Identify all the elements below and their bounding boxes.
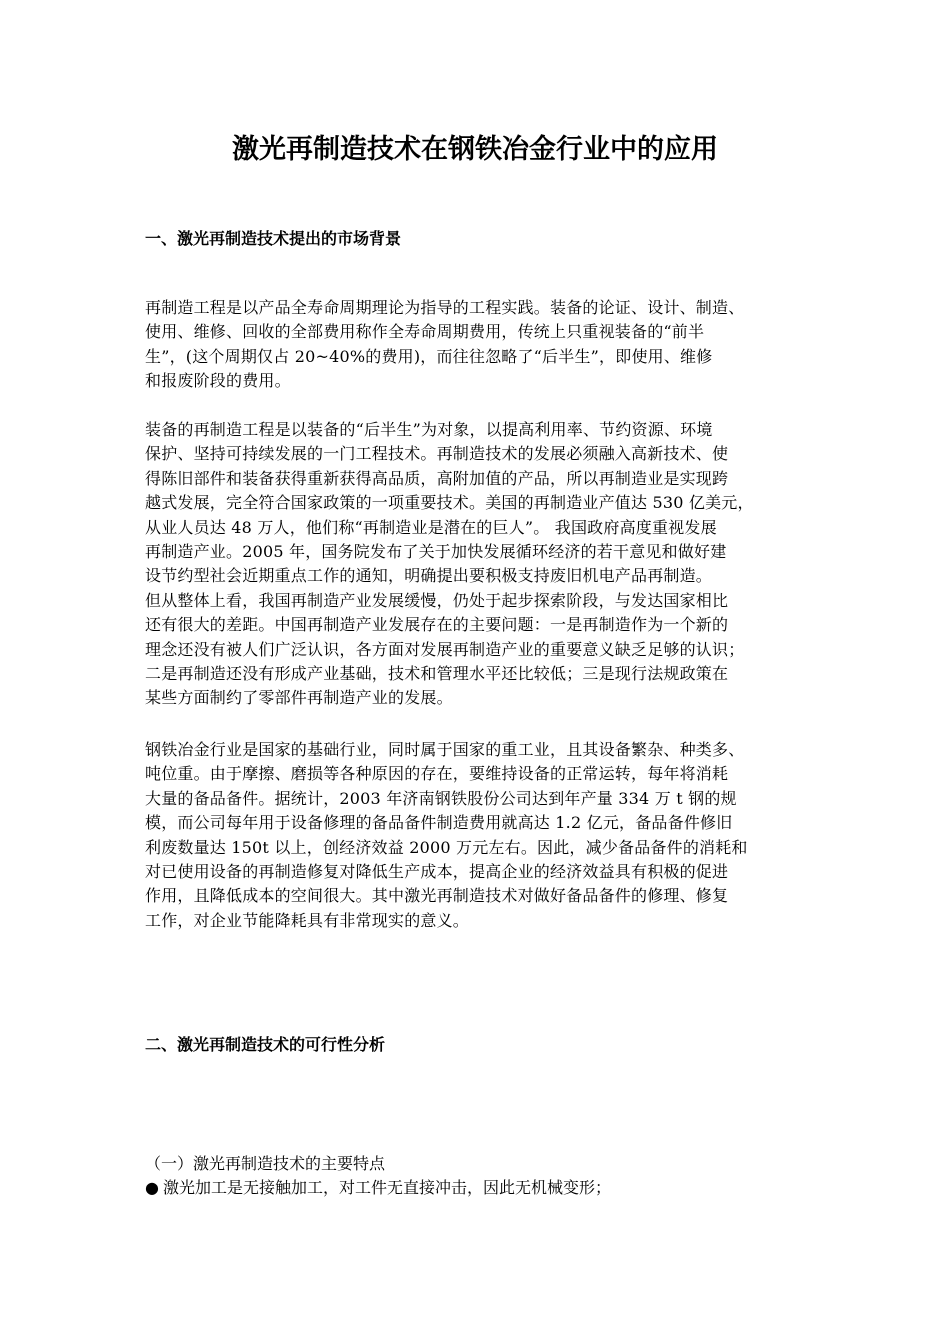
paragraph-2	[145, 418, 815, 711]
paragraph-line: 吨位重。由于摩擦、磨损等各种原因的存在，要维持设备的正常运转，每年将消耗	[145, 764, 729, 784]
list-item-text: 激光加工是无接触加工，对工件无直接冲击，因此无机械变形；	[162, 1178, 611, 1197]
section-1-heading: 一、激光再制造技术提出的市场背景	[145, 229, 402, 248]
paragraph-line: 二是再制造还没有形成产业基础，技术和管理水平还比较低；三是现行法规政策在	[145, 664, 729, 684]
paragraph-line: 作用，且降低成本的空间很大。其中激光再制造技术对做好备品备件的修理、修复	[145, 886, 729, 906]
paragraph-line: 得陈旧部件和装备获得重新获得高品质，高附加值的产品，所以再制造业是实现跨	[145, 468, 729, 488]
paragraph-line: 某些方面制约了零部件再制造产业的发展。	[145, 688, 453, 708]
section-2-heading: 二、激光再制造技术的可行性分析	[145, 1035, 386, 1054]
paragraph-line: 大量的备品备件。据统计，2003 年济南钢铁股份公司达到年产量 334 万 t 钢的规	[145, 788, 737, 808]
document-title: 激光再制造技术在钢铁冶金行业中的应用	[232, 134, 718, 165]
paragraph-1	[145, 296, 815, 394]
paragraph-line: 但从整体上看，我国再制造产业发展缓慢，仍处于起步探索阶段，与发达国家相比	[145, 590, 729, 610]
paragraph-line: 模，而公司每年用于设备修理的备品备件制造费用就高达 1.2 亿元，备品备件修旧	[145, 813, 733, 833]
paragraph-line: 生”，(这个周期仅占 20~40%的费用)，而往往忽略了“后半生”，即使用、维修	[145, 346, 713, 366]
paragraph-line: 设节约型社会近期重点工作的通知，明确提出要积极支持废旧机电产品再制造。	[145, 566, 713, 586]
paragraph-line: 还有很大的差距。中国再制造产业发展存在的主要问题：一是再制造作为一个新的	[145, 615, 729, 635]
paragraph-line: 越式发展，完全符合国家政策的一项重要技术。美国的再制造业产值达 530 亿美元，	[145, 493, 754, 513]
paragraph-line: 装备的再制造工程是以装备的“后半生”为对象，以提高利用率、节约资源、环境	[145, 420, 713, 439]
paragraph-3	[145, 738, 815, 933]
subsection-heading: （一）激光再制造技术的主要特点	[145, 1154, 386, 1173]
paragraph-line: 利废数量达 150t 以上，创经济效益 2000 万元左右。因此，减少备品备件的消耗和	[145, 837, 748, 857]
paragraph-line: 再制造产业。2005 年，国务院发布了关于加快发展循环经济的若干意见和做好建	[145, 542, 727, 562]
paragraph-line: 和报废阶段的费用。	[145, 371, 291, 391]
paragraph-line: 保护、坚持可持续发展的一门工程技术。再制造技术的发展必须融入高新技术、使	[145, 444, 729, 464]
paragraph-line: 对已使用设备的再制造修复对降低生产成本，提高企业的经济效益具有积极的促进	[145, 862, 729, 882]
paragraph-line: 从业人员达 48 万人，他们称“再制造业是潜在的巨人”。 我国政府高度重视发展	[145, 517, 717, 537]
paragraph-line: 钢铁冶金行业是国家的基础行业，同时属于国家的重工业，且其设备繁杂、种类多、	[145, 740, 745, 759]
paragraph-line: 理念还没有被人们广泛认识，各方面对发展再制造产业的重要意义缺乏足够的认识；	[145, 639, 745, 659]
bullet-icon: ●	[145, 1178, 159, 1197]
paragraph-line: 再制造工程是以产品全寿命周期理论为指导的工程实践。装备的论证、设计、制造、	[145, 298, 745, 317]
list-item	[145, 1176, 611, 1200]
paragraph-line: 使用、维修、回收的全部费用称作全寿命周期费用，传统上只重视装备的“前半	[145, 322, 705, 342]
paragraph-line: 工作，对企业节能降耗具有非常现实的意义。	[145, 910, 470, 930]
